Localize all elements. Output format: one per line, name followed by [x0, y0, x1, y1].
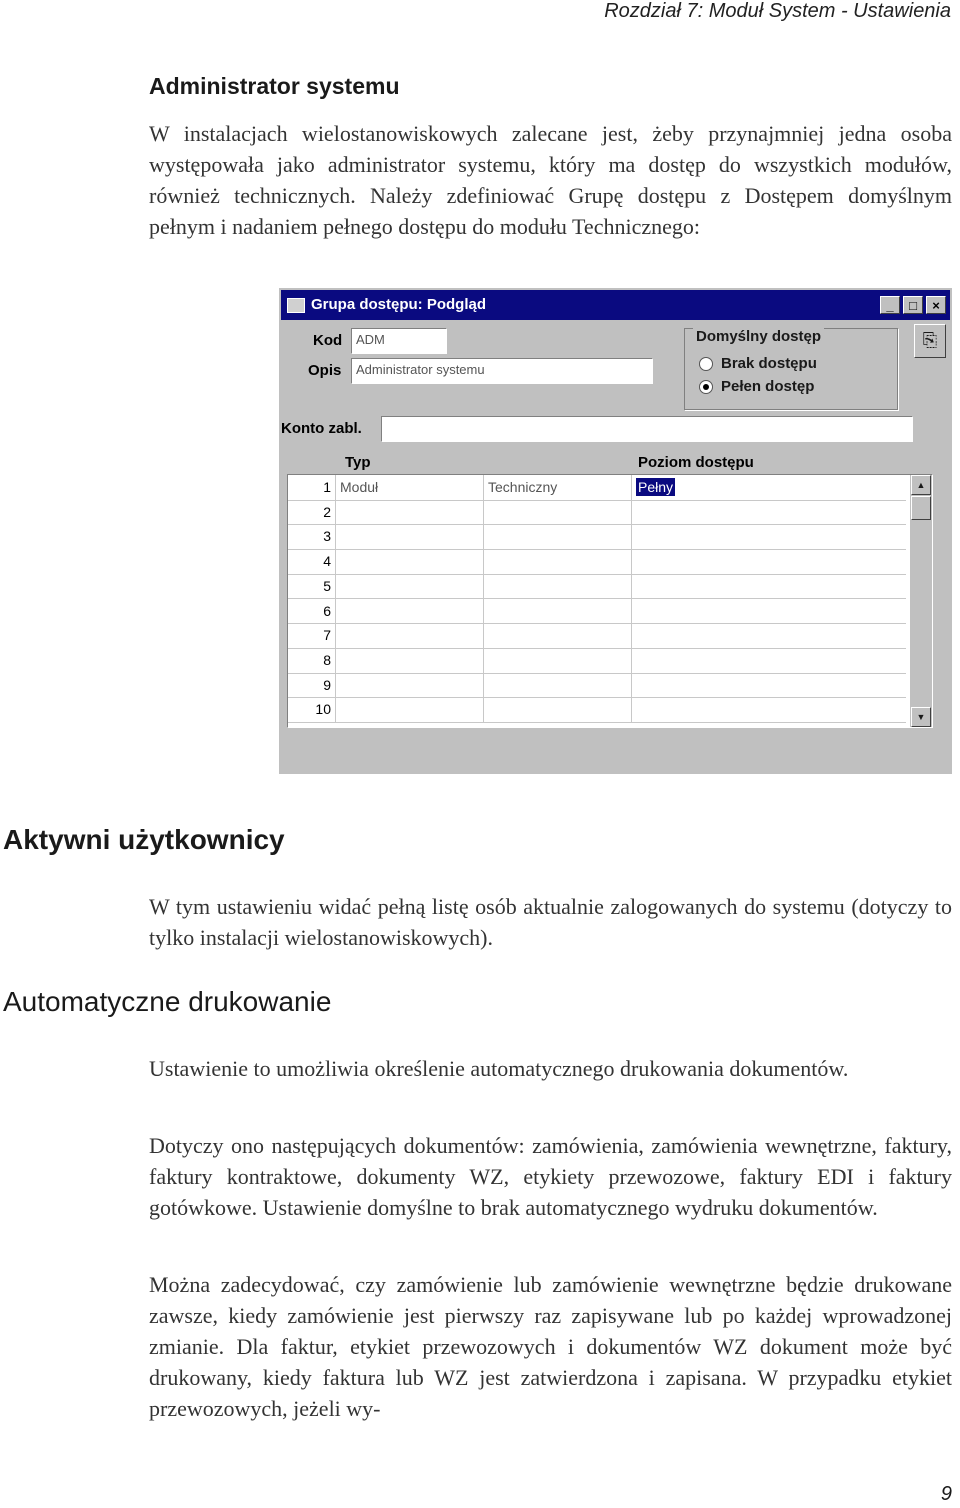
cell-poziom[interactable]	[632, 697, 906, 722]
table-row[interactable]	[288, 599, 906, 625]
cell-typ[interactable]	[336, 599, 484, 624]
default-access-group	[684, 328, 898, 410]
table-row[interactable]	[288, 623, 906, 649]
scroll-down-icon[interactable]: ▼	[911, 707, 931, 727]
cell-name[interactable]	[484, 673, 632, 698]
cell-name[interactable]	[484, 549, 632, 574]
cell-name[interactable]	[484, 623, 632, 648]
cell-name[interactable]	[484, 648, 632, 673]
row-number: 1	[288, 475, 336, 500]
running-header: Rozdział 7: Moduł System - Ustawienia	[604, 0, 951, 22]
paragraph-auto-print-1: Ustawienie to umożliwia określenie automatycznego drukowania dokumentów.	[149, 1056, 849, 1081]
section-title-auto-print: Automatyczne drukowanie	[3, 986, 332, 1017]
cell-poziom[interactable]	[632, 524, 906, 549]
cell-poziom[interactable]	[632, 599, 906, 624]
cell-typ[interactable]: Moduł	[336, 475, 484, 500]
cell-poziom[interactable]	[632, 623, 906, 648]
cell-poziom[interactable]	[632, 648, 906, 673]
table-row[interactable]	[288, 500, 906, 526]
table-row[interactable]	[288, 697, 906, 723]
paragraph-admin: W instalacjach wielostanowiskowych zalecane jest, żeby przynajmniej jedna osoba występowała jako administrator systemu, który ma dostęp do wszystkich modułów, również technicznych. Należy zdefiniować Grupę dostępu z Dostępem domyślnym pełnym i nadaniem pełnego dostępu do modułu Technicznego:	[149, 121, 952, 239]
row-number: 7	[288, 623, 336, 648]
cell-typ[interactable]	[336, 673, 484, 698]
scroll-thumb[interactable]	[911, 496, 931, 520]
cell-name[interactable]	[484, 574, 632, 599]
close-icon[interactable]: ×	[926, 296, 946, 314]
radio-full-access[interactable]	[699, 380, 713, 394]
table-row[interactable]	[288, 524, 906, 550]
cell-name[interactable]	[484, 599, 632, 624]
cell-name[interactable]	[484, 524, 632, 549]
section-title-admin: Administrator systemu	[149, 73, 400, 99]
cell-poziom[interactable]	[632, 673, 906, 698]
table-row[interactable]	[288, 475, 906, 501]
cell-typ[interactable]	[336, 524, 484, 549]
row-number: 9	[288, 673, 336, 698]
table-row[interactable]	[288, 648, 906, 674]
default-access-title: Domyślny dostęp	[693, 328, 824, 345]
paragraph-auto-print-2: Dotyczy ono następujących dokumentów: zamówienia, zamówienia wewnętrzne, faktury, faktury kontraktowe, dokumenty WZ, etykiety przewozowe, faktury EDI i faktury gotówkowe. Ustawienie domyślne to brak automatycznego wydruku dokumentów.	[149, 1133, 952, 1220]
window-titlebar	[281, 290, 950, 320]
row-number: 3	[288, 524, 336, 549]
row-number: 2	[288, 500, 336, 525]
opis-input[interactable]: Administrator systemu	[351, 358, 653, 384]
grid-scrollbar[interactable]	[910, 475, 932, 727]
minimize-icon[interactable]: _	[880, 296, 900, 314]
cell-typ[interactable]	[336, 648, 484, 673]
cell-poziom[interactable]	[632, 500, 906, 525]
konto-label: Konto zabl.	[281, 420, 362, 437]
radio-full-access-label: Pełen dostęp	[721, 378, 815, 395]
cell-typ[interactable]	[336, 500, 484, 525]
cell-poziom[interactable]	[632, 549, 906, 574]
window-title: Grupa dostępu: Podgląd	[311, 296, 486, 313]
kod-label: Kod	[313, 332, 343, 349]
cell-typ[interactable]	[336, 697, 484, 722]
cell-name[interactable]: Techniczny	[484, 475, 632, 500]
row-number: 5	[288, 574, 336, 599]
cell-name[interactable]	[484, 697, 632, 722]
cell-poziom[interactable]	[632, 475, 906, 500]
konto-input[interactable]	[381, 416, 913, 442]
scroll-up-icon[interactable]: ▲	[911, 475, 931, 495]
table-row[interactable]	[288, 673, 906, 699]
radio-no-access[interactable]	[699, 357, 713, 371]
selected-value[interactable]: Pełny	[638, 479, 674, 495]
access-grid[interactable]	[287, 474, 933, 728]
table-row[interactable]	[288, 549, 906, 575]
cell-typ[interactable]	[336, 574, 484, 599]
opis-label: Opis	[308, 362, 342, 379]
table-row[interactable]	[288, 574, 906, 600]
cell-name[interactable]	[484, 500, 632, 525]
kod-input[interactable]: ADM	[351, 328, 447, 354]
attachment-icon[interactable]: ⎘	[914, 324, 946, 358]
row-number: 4	[288, 549, 336, 574]
paragraph-active-users: W tym ustawieniu widać pełną listę osób aktualnie zalogowanych do systemu (dotyczy to tylko instalacji wielostanowiskowych).	[149, 894, 952, 950]
row-number: 8	[288, 648, 336, 673]
window-icon	[287, 298, 305, 313]
col-header-typ: Typ	[345, 454, 371, 471]
col-header-poziom: Poziom dostępu	[638, 454, 754, 471]
radio-no-access-label: Brak dostępu	[721, 355, 817, 372]
section-title-active-users: Aktywni użytkownicy	[3, 824, 285, 855]
row-number: 10	[288, 697, 336, 722]
maximize-icon[interactable]: □	[903, 296, 923, 314]
cell-typ[interactable]	[336, 623, 484, 648]
cell-typ[interactable]	[336, 549, 484, 574]
access-group-window	[279, 288, 952, 774]
row-number: 6	[288, 599, 336, 624]
cell-poziom[interactable]	[632, 574, 906, 599]
paragraph-auto-print-3: Można zadecydować, czy zamówienie lub zamówienie wewnętrzne będzie drukowane zawsze, kiedy zamówienie jest pierwszy raz zapisywane lub po każdej wprowadzonej zmianie. Dla faktur, etykiet przewozowych i dokumentów WZ dokument może być drukowany, kiedy faktura lub WZ jest zatwierdzona i zapisana. W przypadku etykiet przewozowych, jeżeli wy-	[149, 1272, 952, 1421]
page-number: 9	[940, 1483, 952, 1505]
